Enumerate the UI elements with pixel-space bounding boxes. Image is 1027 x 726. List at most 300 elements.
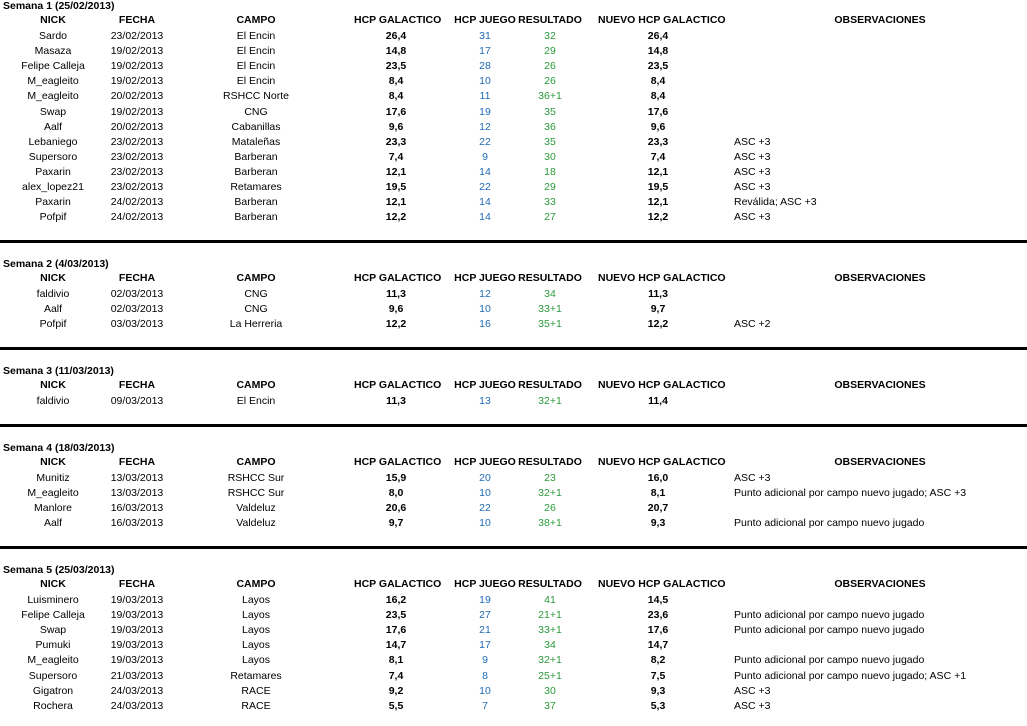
cell-campo: Barberan (234, 211, 278, 224)
table-row (0, 180, 1027, 195)
cell-fecha: 13/03/2013 (110, 487, 164, 500)
cell-campo: El Encin (236, 30, 276, 42)
table-row (0, 394, 1027, 409)
cell-nuevo: 17,6 (647, 624, 669, 637)
cell-hcp: 14,8 (385, 45, 407, 58)
table-row (0, 44, 1027, 59)
cell-campo: Layos (241, 654, 271, 667)
table-row (0, 210, 1027, 225)
header-hcp-galactico: HCP GALACTICO (354, 272, 442, 284)
cell-nick: faldivio (36, 395, 70, 407)
cell-campo: RSHCC Norte (223, 90, 289, 103)
cell-resultado: 27 (544, 211, 556, 224)
table-row (0, 29, 1027, 44)
cell-resultado: 23 (544, 472, 556, 484)
cell-hcp: 23,3 (385, 135, 407, 148)
cell-hcp-juego: 9 (482, 654, 488, 667)
cell-campo: El Encin (236, 395, 276, 407)
header-nuevo-hcp: NUEVO HCP GALACTICO (598, 14, 726, 26)
cell-resultado: 21+1 (538, 609, 562, 622)
header-nick: NICK (40, 379, 66, 391)
cell-resultado: 33+1 (538, 303, 562, 316)
cell-nuevo: 8,2 (650, 654, 666, 667)
cell-nick: Aalf (43, 120, 63, 133)
cell-resultado: 36+1 (538, 90, 562, 103)
cell-nuevo: 17,6 (647, 105, 669, 118)
cell-nick: Luisminero (27, 594, 79, 606)
header-observaciones: OBSERVACIONES (834, 456, 926, 468)
cell-fecha: 09/03/2013 (110, 395, 164, 407)
header-resultado: RESULTADO (518, 456, 582, 468)
cell-hcp: 8,0 (388, 487, 404, 500)
cell-nuevo: 14,5 (647, 594, 669, 606)
cell-nick: Aalf (43, 517, 63, 530)
cell-nick: Aalf (43, 303, 63, 316)
table-row (0, 623, 1027, 638)
cell-nuevo: 12,2 (647, 318, 669, 331)
cell-nuevo: 9,3 (650, 684, 666, 697)
cell-campo: Layos (241, 609, 271, 622)
cell-resultado: 38+1 (538, 517, 562, 530)
cell-hcp: 8,1 (388, 654, 404, 667)
cell-fecha: 23/02/2013 (110, 181, 164, 193)
cell-hcp-juego: 19 (479, 105, 491, 118)
cell-nick: M_eagleito (27, 75, 79, 88)
cell-fecha: 24/02/2013 (110, 196, 164, 209)
cell-nuevo: 26,4 (647, 30, 669, 42)
cell-resultado: 32+1 (538, 487, 562, 500)
cell-hcp: 15,9 (385, 472, 407, 484)
header-nick: NICK (40, 578, 66, 590)
table-header (0, 455, 1027, 470)
cell-hcp-juego: 11 (479, 90, 491, 103)
header-hcp-galactico: HCP GALACTICO (354, 379, 442, 391)
cell-fecha: 19/02/2013 (110, 75, 164, 88)
cell-nuevo: 5,3 (650, 699, 666, 712)
cell-campo: Valdeluz (236, 517, 276, 530)
cell-hcp-juego: 22 (479, 502, 491, 515)
table-row (0, 302, 1027, 317)
header-hcp-galactico: HCP GALACTICO (354, 14, 442, 26)
cell-nuevo: 12,1 (647, 165, 669, 178)
cell-campo: La Herreria (229, 318, 283, 331)
cell-hcp-juego: 14 (479, 196, 491, 209)
week-title: Semana 4 (18/03/2013) (3, 442, 115, 454)
cell-hcp-juego: 19 (479, 594, 491, 606)
cell-nuevo: 12,2 (647, 211, 669, 224)
cell-resultado: 30 (544, 684, 556, 697)
cell-nuevo: 19,5 (647, 181, 669, 193)
cell-campo: El Encin (236, 45, 276, 58)
section-divider (0, 240, 1027, 243)
cell-fecha: 19/03/2013 (110, 609, 164, 622)
cell-campo: Layos (241, 639, 271, 652)
cell-hcp-juego: 31 (479, 30, 491, 42)
cell-nuevo: 8,1 (650, 487, 666, 500)
cell-campo: Valdeluz (236, 502, 276, 515)
cell-resultado: 36 (544, 120, 556, 133)
cell-campo: RACE (241, 699, 271, 712)
cell-nick: Swap (39, 105, 67, 118)
cell-obs: ASC +3 (734, 684, 771, 697)
table-row (0, 287, 1027, 302)
cell-resultado: 30 (544, 150, 556, 163)
cell-hcp: 19,5 (385, 181, 407, 193)
cell-obs: Punto adicional por campo nuevo jugado (734, 517, 925, 530)
header-fecha: FECHA (118, 272, 156, 284)
cell-nuevo: 8,4 (650, 75, 666, 88)
header-resultado: RESULTADO (518, 14, 582, 26)
cell-hcp: 23,5 (385, 60, 407, 73)
cell-nuevo: 14,7 (647, 639, 669, 652)
header-hcp-juego: HCP JUEGO (454, 578, 516, 590)
cell-resultado: 32+1 (538, 654, 562, 667)
cell-nuevo: 11,3 (648, 288, 668, 300)
cell-hcp: 23,5 (385, 609, 407, 622)
header-nuevo-hcp: NUEVO HCP GALACTICO (598, 578, 726, 590)
cell-hcp: 11,3 (386, 288, 406, 300)
cell-nick: Gigatron (32, 684, 74, 697)
header-hcp-juego: HCP JUEGO (454, 272, 516, 284)
header-nuevo-hcp: NUEVO HCP GALACTICO (598, 379, 726, 391)
cell-hcp-juego: 22 (479, 181, 491, 193)
cell-obs: ASC +3 (734, 150, 771, 163)
cell-fecha: 03/03/2013 (110, 318, 164, 331)
cell-campo: CNG (244, 288, 268, 300)
cell-nuevo: 12,1 (647, 196, 669, 209)
cell-resultado: 33+1 (538, 624, 562, 637)
cell-nuevo: 7,4 (650, 150, 666, 163)
cell-nuevo: 23,3 (647, 135, 669, 148)
table-header (0, 378, 1027, 393)
cell-nuevo: 23,6 (647, 609, 669, 622)
cell-nick: alex_lopez21 (22, 181, 84, 193)
table-header (0, 577, 1027, 592)
section-divider (0, 424, 1027, 427)
cell-nick: Masaza (34, 45, 72, 58)
cell-obs: Punto adicional por campo nuevo jugado (734, 624, 925, 637)
cell-resultado: 29 (544, 45, 556, 58)
cell-fecha: 23/02/2013 (110, 150, 164, 163)
cell-fecha: 19/03/2013 (110, 639, 164, 652)
header-nick: NICK (40, 456, 66, 468)
cell-nick: Supersoro (28, 669, 78, 682)
cell-resultado: 18 (544, 165, 556, 178)
cell-campo: Barberan (234, 196, 278, 209)
cell-nick: Paxarin (35, 196, 71, 209)
cell-nuevo: 9,7 (650, 303, 666, 316)
cell-fecha: 19/03/2013 (110, 624, 164, 637)
section-divider (0, 546, 1027, 549)
cell-hcp-juego: 10 (479, 517, 491, 530)
cell-hcp: 26,4 (385, 30, 407, 42)
cell-nick: Swap (39, 624, 67, 637)
header-nuevo-hcp: NUEVO HCP GALACTICO (598, 456, 726, 468)
cell-hcp-juego: 16 (479, 318, 491, 331)
cell-nick: M_eagleito (27, 487, 79, 500)
cell-nick: Supersoro (28, 150, 78, 163)
header-resultado: RESULTADO (518, 272, 582, 284)
cell-hcp-juego: 14 (479, 211, 491, 224)
cell-fecha: 24/02/2013 (110, 211, 164, 224)
cell-nick: Pofpif (39, 318, 67, 331)
table-row (0, 471, 1027, 486)
cell-resultado: 26 (544, 75, 556, 88)
header-observaciones: OBSERVACIONES (834, 379, 926, 391)
cell-fecha: 19/03/2013 (110, 654, 164, 667)
table-row (0, 120, 1027, 135)
cell-obs: ASC +3 (734, 211, 771, 224)
header-fecha: FECHA (118, 379, 156, 391)
header-hcp-galactico: HCP GALACTICO (354, 578, 442, 590)
cell-resultado: 35+1 (538, 318, 562, 331)
week-title: Semana 3 (11/03/2013) (3, 365, 114, 377)
header-campo: CAMPO (236, 272, 276, 284)
header-observaciones: OBSERVACIONES (834, 272, 926, 284)
cell-hcp: 9,6 (388, 303, 404, 316)
cell-obs: ASC +3 (734, 135, 771, 148)
cell-campo: Barberan (234, 150, 278, 163)
cell-campo: CNG (244, 105, 268, 118)
header-nick: NICK (40, 14, 66, 26)
cell-resultado: 29 (544, 181, 556, 193)
cell-hcp-juego: 8 (482, 669, 488, 682)
cell-hcp: 7,4 (388, 669, 404, 682)
cell-nuevo: 23,5 (647, 60, 669, 73)
cell-fecha: 19/02/2013 (110, 45, 164, 58)
cell-obs: Punto adicional por campo nuevo jugado (734, 654, 925, 667)
cell-fecha: 24/03/2013 (110, 699, 164, 712)
cell-nick: Felipe Calleja (21, 60, 85, 73)
cell-hcp-juego: 14 (479, 165, 491, 178)
cell-fecha: 20/02/2013 (110, 90, 164, 103)
cell-nick: Pofpif (39, 211, 67, 224)
cell-resultado: 35 (544, 135, 556, 148)
header-nick: NICK (40, 272, 66, 284)
cell-obs: ASC +2 (734, 318, 771, 331)
cell-hcp-juego: 10 (479, 303, 491, 316)
cell-hcp-juego: 12 (479, 120, 491, 133)
table-row (0, 669, 1027, 684)
header-observaciones: OBSERVACIONES (834, 14, 926, 26)
cell-campo: CNG (244, 303, 268, 316)
cell-hcp-juego: 17 (479, 45, 491, 58)
cell-obs: Reválida; ASC +3 (734, 196, 817, 209)
cell-nick: M_eagleito (27, 90, 79, 103)
cell-campo: Barberan (234, 165, 278, 178)
header-fecha: FECHA (118, 14, 156, 26)
cell-resultado: 32+1 (538, 395, 562, 407)
cell-campo: El Encin (236, 75, 276, 88)
cell-fecha: 23/02/2013 (110, 30, 164, 42)
cell-nuevo: 8,4 (650, 90, 666, 103)
header-resultado: RESULTADO (518, 578, 582, 590)
cell-hcp-juego: 27 (479, 609, 491, 622)
header-fecha: FECHA (118, 578, 156, 590)
header-observaciones: OBSERVACIONES (834, 578, 926, 590)
table-row (0, 653, 1027, 668)
cell-nick: Lebaniego (28, 135, 78, 148)
cell-resultado: 41 (544, 594, 556, 606)
header-nuevo-hcp: NUEVO HCP GALACTICO (598, 272, 726, 284)
cell-resultado: 35 (544, 105, 556, 118)
table-row (0, 317, 1027, 332)
cell-fecha: 02/03/2013 (110, 288, 164, 300)
table-row (0, 684, 1027, 699)
cell-hcp: 7,4 (388, 150, 404, 163)
cell-resultado: 32 (544, 30, 556, 42)
cell-hcp-juego: 22 (479, 135, 491, 148)
header-resultado: RESULTADO (518, 379, 582, 391)
cell-hcp: 12,1 (385, 196, 407, 209)
cell-hcp-juego: 20 (479, 472, 491, 484)
cell-hcp-juego: 12 (479, 288, 491, 300)
cell-nuevo: 16,0 (647, 472, 669, 484)
header-campo: CAMPO (236, 578, 276, 590)
cell-hcp: 11,3 (386, 395, 406, 407)
table-row (0, 74, 1027, 89)
cell-nuevo: 11,4 (648, 395, 668, 407)
cell-hcp: 9,7 (388, 517, 404, 530)
table-header (0, 13, 1027, 28)
cell-campo: El Encin (236, 60, 276, 73)
cell-resultado: 33 (544, 196, 556, 209)
cell-nick: Manlore (34, 502, 72, 515)
cell-obs: Punto adicional por campo nuevo jugado; ASC +3 (734, 487, 967, 500)
header-hcp-juego: HCP JUEGO (454, 456, 516, 468)
week-title: Semana 1 (25/02/2013) (3, 0, 115, 12)
table-row (0, 150, 1027, 165)
cell-campo: Layos (241, 624, 271, 637)
header-campo: CAMPO (236, 14, 276, 26)
cell-nuevo: 14,8 (647, 45, 669, 58)
week-title: Semana 5 (25/03/2013) (3, 564, 115, 576)
cell-nick: Munitiz (36, 472, 70, 484)
header-hcp-galactico: HCP GALACTICO (354, 456, 442, 468)
cell-fecha: 23/02/2013 (110, 135, 164, 148)
cell-nick: M_eagleito (27, 654, 79, 667)
section-divider (0, 347, 1027, 350)
table-row (0, 593, 1027, 608)
table-row (0, 486, 1027, 501)
cell-campo: Cabanillas (231, 120, 281, 133)
header-fecha: FECHA (118, 456, 156, 468)
cell-hcp-juego: 9 (482, 150, 488, 163)
cell-hcp: 5,5 (388, 699, 404, 712)
cell-resultado: 26 (544, 60, 556, 73)
cell-resultado: 26 (544, 502, 556, 515)
cell-hcp: 12,2 (385, 211, 407, 224)
cell-obs: ASC +3 (734, 699, 771, 712)
cell-fecha: 16/03/2013 (110, 502, 164, 515)
cell-fecha: 19/02/2013 (110, 60, 164, 73)
table-row (0, 135, 1027, 150)
cell-nick: Felipe Calleja (21, 609, 85, 622)
cell-hcp-juego: 13 (479, 395, 491, 407)
cell-hcp: 12,2 (385, 318, 407, 331)
table-row (0, 501, 1027, 516)
cell-hcp: 14,7 (385, 639, 407, 652)
cell-campo: Layos (241, 594, 271, 606)
cell-obs: ASC +3 (734, 181, 771, 193)
table-header (0, 271, 1027, 286)
cell-resultado: 25+1 (538, 669, 562, 682)
cell-nick: Rochera (33, 699, 73, 712)
cell-nick: faldivio (36, 288, 70, 300)
cell-nick: Paxarin (35, 165, 71, 178)
cell-fecha: 19/03/2013 (110, 594, 164, 606)
cell-resultado: 34 (544, 288, 556, 300)
cell-fecha: 24/03/2013 (110, 684, 164, 697)
cell-fecha: 13/03/2013 (110, 472, 164, 484)
cell-obs: ASC +3 (734, 472, 771, 484)
table-row (0, 638, 1027, 653)
cell-obs: Punto adicional por campo nuevo jugado; ASC +1 (734, 669, 967, 682)
cell-obs: ASC +3 (734, 165, 771, 178)
cell-fecha: 21/03/2013 (110, 669, 164, 682)
cell-nuevo: 7,5 (650, 669, 666, 682)
cell-hcp: 12,1 (385, 165, 407, 178)
cell-hcp: 17,6 (385, 105, 407, 118)
cell-hcp-juego: 21 (479, 624, 491, 637)
cell-fecha: 16/03/2013 (110, 517, 164, 530)
table-row (0, 516, 1027, 531)
week-title: Semana 2 (4/03/2013) (3, 258, 109, 270)
table-row (0, 165, 1027, 180)
header-campo: CAMPO (236, 379, 276, 391)
cell-hcp-juego: 10 (479, 684, 491, 697)
cell-campo: Mataleñas (231, 135, 281, 148)
table-row (0, 89, 1027, 104)
cell-fecha: 19/02/2013 (110, 105, 164, 118)
cell-nick: Sardo (38, 30, 68, 42)
header-campo: CAMPO (236, 456, 276, 468)
cell-campo: Retamares (230, 669, 282, 682)
cell-hcp: 20,6 (385, 502, 407, 515)
cell-campo: RSHCC Sur (227, 472, 285, 484)
cell-resultado: 37 (544, 699, 556, 712)
cell-nuevo: 20,7 (647, 502, 669, 515)
cell-nick: Pumuki (35, 639, 71, 652)
table-row (0, 105, 1027, 120)
cell-fecha: 20/02/2013 (110, 120, 164, 133)
cell-fecha: 02/03/2013 (110, 303, 164, 316)
cell-hcp: 8,4 (388, 90, 404, 103)
header-hcp-juego: HCP JUEGO (454, 379, 516, 391)
cell-campo: RSHCC Sur (227, 487, 285, 500)
cell-hcp: 8,4 (388, 75, 404, 88)
cell-campo: RACE (241, 684, 271, 697)
cell-hcp-juego: 10 (479, 75, 491, 88)
cell-hcp: 16,2 (385, 594, 407, 606)
cell-fecha: 23/02/2013 (110, 165, 164, 178)
cell-hcp: 17,6 (385, 624, 407, 637)
cell-hcp-juego: 17 (479, 639, 491, 652)
cell-obs: Punto adicional por campo nuevo jugado (734, 609, 925, 622)
table-row (0, 195, 1027, 210)
table-row (0, 608, 1027, 623)
cell-resultado: 34 (544, 639, 556, 652)
cell-campo: Retamares (230, 181, 282, 193)
cell-hcp: 9,2 (388, 684, 404, 697)
cell-hcp: 9,6 (388, 120, 404, 133)
cell-hcp-juego: 7 (482, 699, 488, 712)
cell-nuevo: 9,6 (650, 120, 666, 133)
cell-hcp-juego: 28 (479, 60, 491, 73)
cell-nuevo: 9,3 (650, 517, 666, 530)
table-row (0, 59, 1027, 74)
header-hcp-juego: HCP JUEGO (454, 14, 516, 26)
